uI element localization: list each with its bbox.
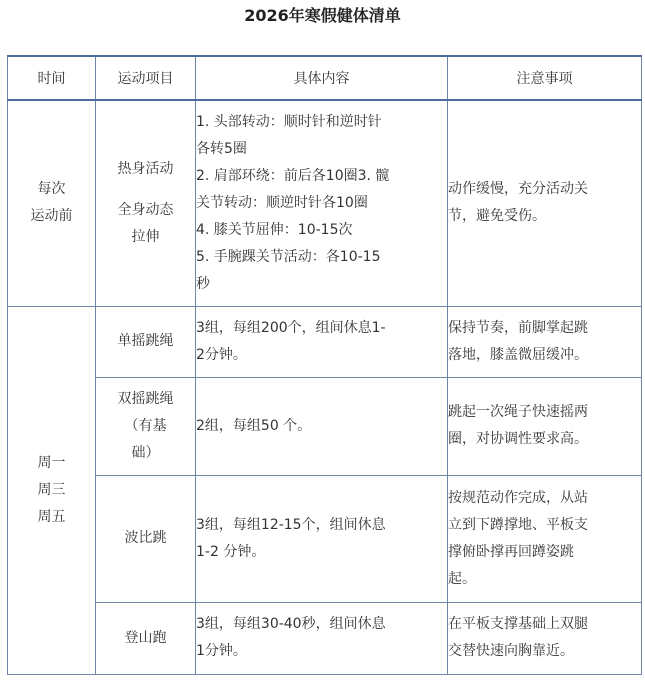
note-line: 保持节奏，前脚掌起跳 (448, 319, 588, 336)
note-line: 节，避免受伤。 (448, 208, 546, 225)
item-spacer (96, 183, 195, 197)
table-row (8, 377, 642, 475)
table-row (8, 306, 642, 377)
item-cell (96, 602, 196, 674)
content-line: 各转5圈 (196, 140, 247, 157)
content-cell (196, 377, 448, 475)
item-line: 登山跑 (124, 629, 167, 646)
note-line: 交替快速向胸靠近。 (448, 643, 574, 659)
header-note: 注意事项 (448, 56, 642, 100)
note-line: 立到下蹲撑地、平板支 (448, 516, 588, 533)
item-line: 单摇跳绳 (117, 333, 174, 349)
item-line: 双摇跳绳 (117, 390, 174, 407)
content-line: 2. 肩部环绕：前后各10圈3. 髋 (196, 167, 390, 184)
time-line: 周一 (37, 454, 66, 471)
header-time: 时间 (8, 56, 96, 100)
content-line: 秒 (196, 275, 210, 292)
note-line: 起。 (448, 570, 476, 587)
note-line: 按规范动作完成，从站 (448, 489, 588, 506)
item-line: 础） (131, 444, 160, 461)
item-line: （有基 (124, 417, 167, 434)
content-line: 4. 膝关节屈伸：10-15次 (196, 221, 353, 238)
content-cell (196, 475, 448, 602)
item-cell (96, 475, 196, 602)
content-line: 1分钟。 (196, 643, 247, 659)
content-line: 1-2 分钟。 (196, 543, 266, 560)
item-cell (96, 377, 196, 475)
time-line: 周五 (37, 508, 66, 525)
time-cell (8, 306, 96, 674)
content-line: 1. 头部转动：顺时针和逆时针 (196, 113, 382, 130)
table-row (8, 100, 642, 306)
note-cell (448, 306, 642, 377)
content-line: 5. 手腕踝关节活动：各10-15 (196, 248, 381, 265)
content-cell (196, 306, 448, 377)
item-line: 拉伸 (131, 228, 160, 245)
header-item: 运动项目 (96, 56, 196, 100)
table-row (8, 602, 642, 674)
content-line: 2组，每组50 个。 (196, 417, 312, 434)
item-line: 全身动态 (117, 201, 174, 218)
page-title: 2026年寒假健体清单 (244, 6, 401, 25)
exercise-plan-table (7, 55, 642, 675)
note-line: 在平板支撑基础上双腿 (448, 616, 588, 632)
note-line: 动作缓慢，充分活动关 (448, 181, 588, 198)
time-line: 周三 (37, 481, 66, 498)
time-line: 运动前 (30, 208, 73, 225)
table-header-row (8, 56, 642, 100)
time-cell (8, 100, 96, 306)
note-line: 圈，对协调性要求高。 (448, 431, 588, 447)
item-cell (96, 100, 196, 306)
note-cell (448, 602, 642, 674)
note-line: 落地，膝盖微屈缓冲。 (448, 346, 588, 363)
item-line: 热身活动 (117, 160, 174, 177)
item-line: 波比跳 (124, 530, 167, 546)
note-line: 撑俯卧撑再回蹲姿跳 (448, 543, 574, 560)
note-cell (448, 100, 642, 306)
table-row (8, 475, 642, 602)
header-content: 具体内容 (196, 56, 448, 100)
content-cell (196, 602, 448, 674)
item-cell (96, 306, 196, 377)
content-line: 3组，每组30-40秒，组间休息 (196, 616, 386, 632)
note-cell (448, 377, 642, 475)
note-line: 跳起一次绳子快速摇两 (448, 404, 588, 420)
note-cell (448, 475, 642, 602)
content-line: 关节转动：顺逆时针各10圈 (196, 194, 368, 211)
time-line: 每次 (37, 181, 66, 198)
content-cell (196, 100, 448, 306)
content-line: 3组，每组12-15个，组间休息 (196, 516, 386, 533)
content-line: 2分钟。 (196, 346, 247, 363)
content-line: 3组，每组200个，组间休息1- (196, 319, 386, 336)
